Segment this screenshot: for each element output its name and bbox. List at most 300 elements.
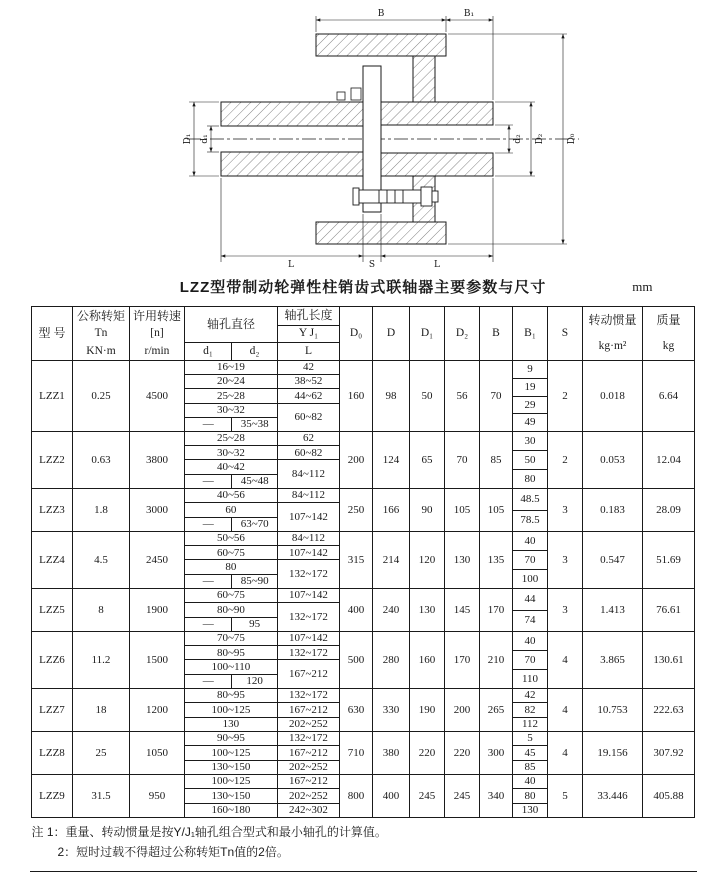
- cell-D1: 245: [410, 775, 445, 818]
- cell-D1: 65: [410, 432, 445, 489]
- cell-D0: 200: [340, 432, 373, 489]
- bore-subrow: [185, 732, 339, 746]
- header-mass-cn: 质量: [656, 312, 681, 327]
- cell-B: 170: [480, 589, 513, 632]
- cell-B1-group: [513, 532, 548, 589]
- cell-L-range: 202~252: [277, 717, 339, 731]
- B1-stack: [513, 689, 547, 731]
- bore-subrow: [185, 403, 339, 417]
- header-torque-cn: 公称转矩: [76, 309, 125, 324]
- cell-mass: 307.92: [643, 732, 695, 775]
- B1-stack: [513, 361, 547, 431]
- header-torque: [72, 307, 129, 361]
- cell-d-range: 50~56: [185, 532, 277, 546]
- header-d2: d₂: [231, 343, 277, 361]
- header-speed: [129, 307, 184, 361]
- cell-bore-group: [184, 532, 339, 589]
- cell-speed: 1900: [129, 589, 184, 632]
- cell-D0: 630: [340, 689, 373, 732]
- cell-torque: 8: [72, 589, 129, 632]
- bore-subtable: [185, 489, 339, 531]
- table-header: [31, 307, 694, 361]
- cell-d-range: 160~180: [185, 803, 277, 817]
- cell-L-range: 84~112: [291, 489, 325, 502]
- cell-bore-group: [184, 589, 339, 632]
- coupling-cross-section-drawing: [131, 4, 631, 272]
- cell-D2: 70: [445, 432, 480, 489]
- bore-subrow: [185, 503, 339, 517]
- cell-inertia: 0.547: [583, 532, 643, 589]
- header-D: D: [373, 307, 410, 361]
- cell-d1: —: [185, 574, 232, 588]
- cell-inertia: 19.156: [583, 732, 643, 775]
- cell-L-range: 44~62: [277, 389, 339, 403]
- dim-label-d1: d₁: [200, 134, 210, 144]
- table-row-LZZ1: [31, 361, 694, 432]
- note-2: 2：短时过载不得超过公称转矩Tn值的2倍。: [57, 844, 289, 859]
- cell-torque: 1.8: [72, 489, 129, 532]
- header-speed-unit: r/min: [144, 344, 170, 357]
- bore-subrow: [185, 546, 339, 560]
- B1-stack: [513, 732, 547, 774]
- cell-speed: 1200: [129, 689, 184, 732]
- table-row-LZZ4: [31, 532, 694, 589]
- cell-B1-value: 80: [513, 788, 547, 802]
- cell-D0: 400: [340, 589, 373, 632]
- cell-D1: 220: [410, 732, 445, 775]
- cell-d-range: 60~75: [185, 589, 277, 603]
- bore-subrow: [185, 389, 339, 403]
- cell-torque: 18: [72, 689, 129, 732]
- cell-S: 4: [548, 689, 583, 732]
- B1-stack: [513, 775, 547, 817]
- cell-d-range: 25~28: [185, 432, 277, 446]
- cell-B1-value: 100: [513, 569, 547, 588]
- cell-d2: 85~90: [232, 574, 277, 588]
- cell-d-range: 25~28: [185, 389, 277, 403]
- cell-torque: 0.25: [72, 361, 129, 432]
- bore-subrow: [185, 646, 339, 660]
- cell-B1-value: 50: [513, 450, 547, 469]
- header-bore-length: 轴孔长度: [278, 307, 340, 326]
- bore-subrow: [185, 603, 339, 617]
- cell-d-range: 130: [185, 717, 277, 731]
- cell-speed: 3800: [129, 432, 184, 489]
- cell-inertia: 10.753: [583, 689, 643, 732]
- cell-L-range: 202~252: [277, 789, 339, 803]
- dim-label-B1: B₁: [463, 9, 475, 19]
- cell-B1-group: [513, 775, 548, 818]
- bore-subtable: [185, 632, 339, 688]
- bore-subrow: [185, 717, 339, 731]
- cell-inertia: 0.018: [583, 361, 643, 432]
- cell-L-range: 132~172: [277, 560, 339, 588]
- header-B: B: [480, 307, 513, 361]
- cell-d2: 120: [232, 674, 277, 688]
- header-speed-cn: 许用转速: [132, 309, 181, 324]
- cell-S: 4: [548, 632, 583, 689]
- coupling-drawing-area: [0, 4, 726, 272]
- bore-subrow: [185, 803, 339, 817]
- cell-D0: 500: [340, 632, 373, 689]
- cell-d-range: 130~150: [185, 760, 277, 774]
- cell-D0: 315: [340, 532, 373, 589]
- cell-B1-group: [513, 632, 548, 689]
- cell-L-range: 107~142: [288, 632, 328, 645]
- header-D0: D₀: [340, 307, 373, 361]
- cell-L-range: 84~112: [291, 532, 325, 545]
- cell-bore-group: [184, 432, 339, 489]
- dim-label-L-left: L: [288, 260, 294, 270]
- header-L: L: [278, 343, 340, 361]
- cell-B1-value: 29: [513, 396, 547, 414]
- cell-L-range: 107~142: [277, 546, 339, 560]
- header-bore-diameter: 轴孔直径: [184, 307, 277, 343]
- cell-d-range: 20~24: [185, 375, 277, 389]
- cell-B1-value: 78.5: [513, 510, 547, 532]
- cell-S: 5: [548, 775, 583, 818]
- dim-label-D2: D₂: [535, 133, 545, 145]
- cell-S: 2: [548, 361, 583, 432]
- bore-subtable: [185, 775, 339, 817]
- cell-D2: 220: [445, 732, 480, 775]
- header-torque-sym: Tn: [94, 327, 108, 340]
- bore-subrow: [185, 560, 339, 574]
- cell-S: 3: [548, 589, 583, 632]
- cell-D1: 130: [410, 589, 445, 632]
- table-row-LZZ8: [31, 732, 694, 775]
- header-B1: B₁: [513, 307, 548, 361]
- header-inertia-cn: 转动惯量: [588, 312, 637, 327]
- cell-L-range: 132~172: [288, 689, 328, 702]
- table-row-LZZ2: [31, 432, 694, 489]
- cell-model: LZZ4: [31, 532, 72, 589]
- cell-bore-group: [184, 489, 339, 532]
- table-row-LZZ7: [31, 689, 694, 732]
- cell-d2: 95: [232, 617, 277, 631]
- cell-L-range: 107~142: [277, 503, 339, 531]
- bore-subrow: [185, 632, 339, 646]
- cell-B: 85: [480, 432, 513, 489]
- cell-L-range: 38~52: [277, 375, 339, 389]
- cell-L-range: 60~82: [277, 403, 339, 431]
- bore-subrow: [185, 589, 339, 603]
- cell-d-range: 100~125: [185, 703, 277, 717]
- bore-subrow: [185, 460, 339, 474]
- table-row-LZZ9: [31, 775, 694, 818]
- dim-label-B: B: [377, 9, 385, 19]
- cell-d-range: 80~95: [185, 646, 277, 660]
- cell-torque: 11.2: [72, 632, 129, 689]
- footnotes: [30, 818, 697, 872]
- cell-speed: 1500: [129, 632, 184, 689]
- table-row-LZZ6: [31, 632, 694, 689]
- cell-bore-group: [184, 632, 339, 689]
- cell-B: 265: [480, 689, 513, 732]
- table-row-LZZ3: [31, 489, 694, 532]
- cell-d2: 35~38: [232, 417, 277, 431]
- cell-D: 166: [373, 489, 410, 532]
- cell-D0: 250: [340, 489, 373, 532]
- cell-D1: 50: [410, 361, 445, 432]
- bore-subrow: [185, 746, 339, 760]
- cell-bore-group: [184, 361, 339, 432]
- cell-B1-value: 5: [527, 732, 533, 745]
- cell-d-range: 80: [185, 560, 277, 574]
- cell-L-range: 167~212: [288, 775, 328, 788]
- header-YJ1: Y J₁: [278, 326, 340, 343]
- bore-subtable: [185, 732, 339, 774]
- cell-model: LZZ9: [31, 775, 72, 818]
- cell-L-range: 132~172: [277, 603, 339, 631]
- cell-D: 400: [373, 775, 410, 818]
- cell-B: 210: [480, 632, 513, 689]
- cell-B1-value: 70: [513, 550, 547, 569]
- cell-D1: 160: [410, 632, 445, 689]
- cell-B1-value: 74: [513, 610, 547, 632]
- cell-L-range: 107~142: [288, 589, 328, 602]
- cell-mass: 28.09: [643, 489, 695, 532]
- cell-model: LZZ8: [31, 732, 72, 775]
- table-body: [31, 361, 694, 818]
- cell-D: 240: [373, 589, 410, 632]
- cell-B1-group: [513, 589, 548, 632]
- cell-mass: 130.61: [643, 632, 695, 689]
- cell-D2: 245: [445, 775, 480, 818]
- bore-subrow: [185, 660, 339, 674]
- cell-L-range: 242~302: [277, 803, 339, 817]
- cell-d1: —: [185, 617, 232, 631]
- header-inertia-unit: kg·m²: [598, 340, 627, 353]
- bore-subtable: [185, 589, 339, 631]
- cell-D: 98: [373, 361, 410, 432]
- cell-D0: 160: [340, 361, 373, 432]
- cell-B1-group: [513, 732, 548, 775]
- cell-S: 4: [548, 732, 583, 775]
- bore-subtable: [185, 432, 339, 488]
- cell-B1-value: 82: [513, 702, 547, 716]
- cell-B1-value: 48.5: [520, 492, 540, 505]
- cell-B1-value: 30: [524, 434, 536, 447]
- bore-subtable: [185, 689, 339, 731]
- cell-L-range: 167~212: [277, 660, 339, 688]
- cell-torque: 4.5: [72, 532, 129, 589]
- cell-speed: 2450: [129, 532, 184, 589]
- cell-model: LZZ2: [31, 432, 72, 489]
- cell-d-range: 60~75: [185, 546, 277, 560]
- bore-subrow: [185, 375, 339, 389]
- cell-d-range: 16~19: [185, 361, 277, 375]
- cell-L-range: 202~252: [277, 760, 339, 774]
- B1-stack: [513, 532, 547, 588]
- cell-B1-value: 49: [513, 413, 547, 431]
- cell-B: 135: [480, 532, 513, 589]
- cell-torque: 0.63: [72, 432, 129, 489]
- cell-mass: 12.04: [643, 432, 695, 489]
- cell-D2: 145: [445, 589, 480, 632]
- bore-subrow: [185, 689, 339, 703]
- bore-subrow: [185, 775, 339, 789]
- cell-torque: 31.5: [72, 775, 129, 818]
- B1-stack: [513, 489, 547, 531]
- header-d1: d₁: [184, 343, 231, 361]
- cell-mass: 51.69: [643, 532, 695, 589]
- cell-B1-value: 85: [513, 760, 547, 774]
- cell-L-range: 132~172: [277, 646, 339, 660]
- cell-B: 70: [480, 361, 513, 432]
- cell-inertia: 33.446: [583, 775, 643, 818]
- cell-inertia: 1.413: [583, 589, 643, 632]
- cell-L-range: 167~212: [277, 703, 339, 717]
- dim-label-D1: D₁: [183, 133, 193, 145]
- cell-model: LZZ5: [31, 589, 72, 632]
- B1-stack: [513, 632, 547, 688]
- cell-B1-group: [513, 489, 548, 532]
- header-model: 型 号: [31, 307, 72, 361]
- cell-D: 280: [373, 632, 410, 689]
- cell-L-range: 42: [302, 361, 314, 374]
- cell-d-range: 80~90: [185, 603, 277, 617]
- cell-mass: 222.63: [643, 689, 695, 732]
- cell-mass: 6.64: [643, 361, 695, 432]
- cell-d-range: 130~150: [185, 789, 277, 803]
- cell-D1: 120: [410, 532, 445, 589]
- header-mass: [643, 307, 695, 361]
- cell-B1-group: [513, 361, 548, 432]
- cell-B1-value: 130: [513, 803, 547, 817]
- cell-L-range: 167~212: [277, 746, 339, 760]
- cell-d1: —: [185, 674, 232, 688]
- cell-D1: 190: [410, 689, 445, 732]
- cell-B1-value: 40: [524, 775, 536, 788]
- header-speed-sym: [n]: [150, 327, 164, 340]
- cell-B1-value: 42: [524, 689, 536, 702]
- cell-d-range: 100~125: [185, 775, 277, 789]
- unit-label: mm: [632, 279, 653, 294]
- cell-d1: —: [185, 474, 232, 488]
- bore-subrow: [185, 789, 339, 803]
- cell-bore-group: [184, 775, 339, 818]
- cell-B: 340: [480, 775, 513, 818]
- cell-d-range: 30~32: [185, 403, 277, 417]
- cell-D0: 800: [340, 775, 373, 818]
- cell-d-range: 60: [185, 503, 277, 517]
- cell-L-range: 84~112: [277, 460, 339, 488]
- B1-stack: [513, 432, 547, 488]
- bore-subrow: [185, 446, 339, 460]
- cell-B1-group: [513, 432, 548, 489]
- cell-speed: 4500: [129, 361, 184, 432]
- bore-subrow: [185, 532, 339, 546]
- elastic-pin-bolt: [353, 187, 438, 206]
- B1-stack: [513, 589, 547, 631]
- bore-subrow: [185, 432, 339, 446]
- cell-model: LZZ7: [31, 689, 72, 732]
- cell-model: LZZ6: [31, 632, 72, 689]
- header-inertia: [583, 307, 643, 361]
- bore-subrow: [185, 489, 339, 503]
- cell-torque: 25: [72, 732, 129, 775]
- cell-D2: 105: [445, 489, 480, 532]
- cell-B1-value: 112: [513, 717, 547, 731]
- header-torque-unit: KN·m: [86, 344, 116, 357]
- cell-D2: 200: [445, 689, 480, 732]
- title-row: [32, 276, 695, 300]
- cell-B1-value: 44: [524, 592, 536, 605]
- cell-model: LZZ3: [31, 489, 72, 532]
- cell-mass: 76.61: [643, 589, 695, 632]
- cell-B1-value: 9: [527, 363, 533, 376]
- cell-d1: —: [185, 517, 232, 531]
- table-row-LZZ5: [31, 589, 694, 632]
- cell-B1-value: 19: [513, 378, 547, 396]
- cell-d-range: 70~75: [185, 632, 277, 646]
- cell-d1: —: [185, 417, 232, 431]
- cell-speed: 1050: [129, 732, 184, 775]
- cell-S: 3: [548, 532, 583, 589]
- cell-bore-group: [184, 689, 339, 732]
- cell-B1-value: 40: [524, 634, 536, 647]
- cell-inertia: 0.053: [583, 432, 643, 489]
- dim-label-D0: D₀: [567, 133, 577, 145]
- cell-D2: 56: [445, 361, 480, 432]
- cell-L-range: 132~172: [288, 732, 328, 745]
- page-title: LZZ型带制动轮弹性柱销齿式联轴器主要参数与尺寸: [179, 279, 547, 296]
- cell-d-range: 100~110: [185, 660, 277, 674]
- cell-inertia: 3.865: [583, 632, 643, 689]
- dim-label-S: S: [368, 260, 376, 270]
- cell-D2: 130: [445, 532, 480, 589]
- cell-bore-group: [184, 732, 339, 775]
- header-S: S: [548, 307, 583, 361]
- header-mass-unit: kg: [662, 340, 675, 353]
- dim-label-d2: d₂: [513, 134, 523, 144]
- cell-L-range: 60~82: [277, 446, 339, 460]
- bore-subrow: [185, 760, 339, 774]
- cell-D1: 90: [410, 489, 445, 532]
- cell-D: 124: [373, 432, 410, 489]
- cell-B1-value: 110: [513, 669, 547, 688]
- cell-model: LZZ1: [31, 361, 72, 432]
- cell-speed: 3000: [129, 489, 184, 532]
- header-D1: D₁: [410, 307, 445, 361]
- cell-S: 2: [548, 432, 583, 489]
- cell-B1-value: 80: [513, 469, 547, 488]
- cell-d-range: 80~95: [185, 689, 277, 703]
- cell-mass: 405.88: [643, 775, 695, 818]
- note-1: 注 1：重量、转动惯量是按Y/J₁轴孔组合型式和最小轴孔的计算值。: [31, 825, 387, 839]
- cell-d-range: 40~42: [185, 460, 277, 474]
- cell-D: 214: [373, 532, 410, 589]
- cell-D: 380: [373, 732, 410, 775]
- cell-D2: 170: [445, 632, 480, 689]
- cell-B1-value: 40: [524, 534, 536, 547]
- bore-subtable: [185, 532, 339, 588]
- cell-B1-value: 45: [513, 745, 547, 759]
- cell-S: 3: [548, 489, 583, 532]
- bore-subrow: [185, 361, 339, 375]
- cell-d-range: 40~56: [185, 489, 277, 503]
- cell-L-range: 62: [302, 432, 314, 445]
- cell-D0: 710: [340, 732, 373, 775]
- dim-label-L-right: L: [434, 260, 440, 270]
- cell-d-range: 100~125: [185, 746, 277, 760]
- cell-inertia: 0.183: [583, 489, 643, 532]
- cell-speed: 950: [129, 775, 184, 818]
- cell-d-range: 90~95: [185, 732, 277, 746]
- cell-B: 105: [480, 489, 513, 532]
- cell-d-range: 30~32: [185, 446, 277, 460]
